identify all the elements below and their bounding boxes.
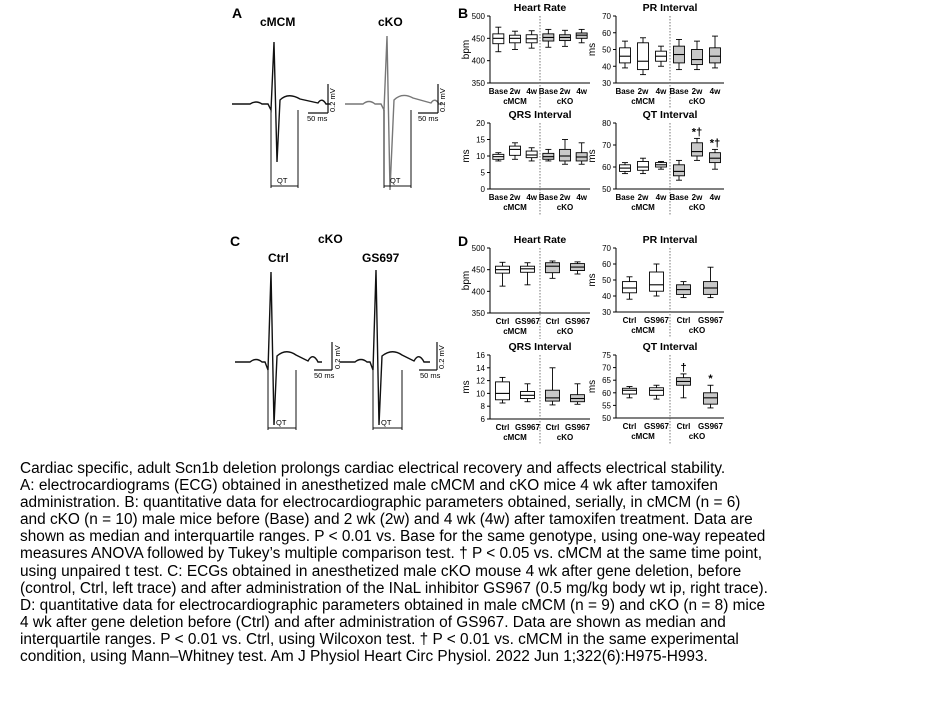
y-tick-label: 15 [476, 135, 485, 145]
x-tick-label: 2w [637, 87, 649, 96]
x-tick-label: 4w [655, 193, 667, 202]
trace-label-gs697: GS697 [362, 251, 400, 265]
x-tick-label: Base [615, 193, 635, 202]
group-label-cmcm: cMCM [503, 203, 527, 212]
x-tick-label: 4w [709, 87, 721, 96]
box-gs967-cmcm [650, 264, 664, 296]
x-tick-label: Base [538, 193, 558, 202]
box-plot-d-qt-interval [587, 341, 724, 444]
box-base-cmcm [620, 41, 631, 68]
box-iqr [692, 143, 703, 156]
box-ctrl-cmcm [623, 387, 637, 398]
y-tick-label: 450 [471, 265, 485, 275]
x-tick-label: 4w [576, 87, 588, 96]
chart-title: PR Interval [642, 2, 698, 14]
x-tick-label: GS967 [565, 317, 590, 326]
caption-line: 4 wk after gene deletion before (Ctrl) and after administration of GS967. Data are shown as median and [20, 613, 726, 631]
x-tick-label: GS967 [515, 423, 540, 432]
caption-line: shown as median and interquartile ranges. P < 0.01 vs. Base for the same genotype, using one-way repeated [20, 528, 766, 546]
ecg-trace-cmcm [232, 42, 330, 162]
x-tick-label: GS967 [515, 317, 540, 326]
box-iqr [526, 151, 537, 158]
box-4w-cmcm [526, 31, 537, 48]
x-tick-label: Base [669, 193, 689, 202]
box-2w-cko [692, 41, 703, 69]
box-gs967-cko [704, 373, 718, 408]
y-tick-label: 50 [602, 276, 611, 285]
x-tick-label: 2w [691, 193, 703, 202]
chart-title: QT Interval [642, 109, 698, 121]
x-tick-label: GS967 [644, 422, 669, 431]
group-label-cmcm: cMCM [631, 203, 655, 212]
time-scale-a-2: 50 ms [418, 114, 439, 123]
y-tick-label: 70 [602, 141, 611, 150]
caption-line: Cardiac specific, adult Scn1b deletion prolongs cardiac electrical recovery and affects electrical stability. [20, 460, 726, 477]
box-iqr [638, 162, 649, 171]
box-2w-cmcm [510, 143, 521, 160]
y-tick-label: 30 [602, 308, 611, 317]
box-plot-b-qt-interval [587, 109, 724, 215]
trace-label-cmcm: cMCM [260, 15, 296, 29]
y-tick-label: 400 [471, 56, 485, 66]
panel-letter-a: A [232, 5, 243, 21]
y-tick-label: 450 [471, 34, 485, 44]
y-tick-label: 350 [471, 79, 485, 88]
voltage-scale-c-2: 0.2 mV [437, 345, 446, 369]
box-gs967-cko [571, 262, 585, 274]
group-label-cmcm: cMCM [503, 327, 527, 336]
x-tick-label: GS967 [565, 423, 590, 432]
scale-bar-c-2 [419, 342, 437, 370]
time-scale-a-1: 50 ms [307, 114, 328, 123]
box-4w-cko [710, 36, 721, 68]
x-tick-label: 2w [691, 87, 703, 96]
y-tick-label: 50 [602, 185, 611, 194]
x-tick-label: 4w [576, 193, 588, 202]
chart-title: QT Interval [642, 341, 698, 353]
x-tick-label: 4w [526, 193, 538, 202]
group-label-cko: cKO [688, 326, 706, 335]
box-gs967-cmcm [521, 384, 535, 402]
group-label-cmcm: cMCM [631, 326, 655, 335]
box-base-cko [543, 29, 554, 47]
group-label-cko: cKO [556, 203, 574, 212]
x-tick-label: Ctrl [622, 422, 637, 431]
x-tick-label: 4w [526, 87, 538, 96]
box-ctrl-cmcm [496, 377, 510, 403]
caption-line: D: quantitative data for electrocardiographic parameters obtained in male cMCM (n = 9) and cKO (n = 8) mice [20, 596, 766, 614]
figure-caption [20, 460, 932, 665]
time-scale-c-1: 50 ms [314, 371, 335, 380]
box-gs967-cmcm [521, 263, 535, 285]
trace-label-cko: cKO [378, 15, 403, 29]
x-tick-label: Base [538, 87, 558, 96]
x-tick-label: Ctrl [622, 316, 637, 325]
box-base-cmcm [620, 163, 631, 174]
x-tick-label: 4w [655, 87, 667, 96]
box-iqr [496, 382, 510, 400]
x-tick-label: 2w [559, 87, 571, 96]
x-tick-label: GS967 [644, 316, 669, 325]
box-iqr [704, 393, 718, 404]
box-iqr [510, 146, 521, 155]
y-tick-label: 70 [602, 244, 611, 253]
group-label-cmcm: cMCM [631, 97, 655, 106]
qt-label-a-cmcm: QT [277, 176, 288, 185]
box-ctrl-cko [546, 368, 560, 405]
box-gs967-cko [704, 267, 718, 297]
y-tick-label: 50 [602, 414, 611, 423]
y-tick-label: 50 [602, 45, 611, 55]
y-axis-label: ms [461, 149, 472, 163]
box-2w-cmcm [510, 31, 521, 49]
box-iqr [638, 43, 649, 70]
chart-title: QRS Interval [508, 341, 572, 353]
scale-bar-a-1 [308, 84, 328, 113]
box-iqr [620, 48, 631, 63]
box-gs967-cmcm [650, 385, 664, 399]
panel-letter-d: D [458, 233, 469, 249]
y-tick-label: 500 [471, 12, 485, 21]
y-tick-label: 60 [602, 260, 611, 269]
x-tick-label: 4w [709, 193, 721, 202]
y-tick-label: 14 [476, 363, 485, 373]
significance-marker: *† [709, 137, 721, 150]
box-base-cko [543, 149, 554, 161]
box-plot-d-pr-interval [587, 234, 724, 338]
group-label-cmcm: cMCM [503, 433, 527, 442]
x-tick-label: 2w [509, 193, 521, 202]
caption-line: condition, using Mann–Whitney test. Am J Physiol Heart Circ Physiol. 2022 Jun 1;322(6):H975-H993. [20, 648, 708, 666]
y-axis-label: ms [587, 42, 598, 57]
y-tick-label: 350 [471, 309, 485, 318]
group-label-cko: cKO [556, 327, 574, 336]
caption-line: A: electrocardiograms (ECG) obtained in anesthetized male cMCM and cKO mice 4 wk after tamoxifen [20, 477, 718, 495]
time-scale-c-2: 50 ms [420, 371, 441, 380]
caption-line: measures ANOVA followed by Tukey’s multiple comparison test. † P < 0.05 vs. cMCM at the same time point, [20, 545, 763, 563]
y-tick-label: 70 [602, 363, 611, 373]
box-ctrl-cko [546, 261, 560, 278]
box-4w-cmcm [656, 162, 667, 170]
voltage-scale-a-1: 0.2 mV [328, 88, 337, 112]
box-ctrl-cko [677, 362, 691, 398]
x-tick-label: Ctrl [545, 423, 560, 432]
box-iqr [623, 388, 637, 394]
qt-label-a-cko: QT [390, 176, 401, 185]
box-4w-cko [710, 137, 721, 169]
x-tick-label: Base [669, 87, 689, 96]
caption-line: (control, Ctrl, left trace) and after administration of the INaL inhibitor GS967 (0.5 mg/kg body wt ip, right trace). [20, 579, 768, 597]
box-plot-d-qrs-interval [461, 341, 591, 445]
group-label-cko: cKO [688, 97, 706, 106]
box-ctrl-cmcm [623, 277, 637, 299]
chart-title: Heart Rate [513, 234, 567, 246]
panel-c [230, 232, 446, 430]
y-tick-label: 400 [471, 287, 485, 297]
significance-marker: * [708, 373, 713, 386]
box-4w-cko [576, 143, 587, 164]
group-label-cmcm: cMCM [631, 432, 655, 441]
y-tick-label: 5 [480, 168, 485, 178]
box-iqr [650, 272, 664, 291]
box-base-cmcm [493, 153, 504, 161]
x-tick-label: GS967 [698, 422, 723, 431]
group-label-cko: cKO [688, 203, 706, 212]
box-4w-cmcm [526, 148, 537, 161]
box-4w-cko [576, 29, 587, 42]
y-tick-label: 40 [602, 62, 611, 72]
box-base-cko [674, 160, 685, 180]
y-tick-label: 40 [602, 292, 611, 301]
x-tick-label: Ctrl [676, 316, 691, 325]
box-2w-cko [560, 140, 571, 165]
panel-a [232, 5, 447, 190]
qt-label-c-ctrl: QT [276, 418, 287, 427]
y-axis-label: ms [587, 379, 598, 394]
box-base-cmcm [493, 27, 504, 52]
y-axis-label: bpm [461, 270, 472, 291]
panel-letter-c: C [230, 233, 241, 249]
box-iqr [692, 50, 703, 65]
box-plot-b-qrs-interval [461, 109, 590, 215]
y-tick-label: 20 [476, 119, 485, 128]
voltage-scale-a-2: 0.2 mV [438, 88, 447, 112]
box-base-cko [674, 39, 685, 69]
scale-bar-a-2 [418, 84, 438, 113]
ecg-trace-gs697 [340, 270, 430, 425]
y-axis-label: ms [587, 149, 598, 163]
box-iqr [546, 390, 560, 401]
box-iqr [650, 388, 664, 396]
y-axis-label: ms [587, 273, 598, 287]
group-label-cko: cKO [556, 97, 574, 106]
box-4w-cmcm [656, 46, 667, 66]
chart-title: QRS Interval [508, 109, 572, 121]
box-ctrl-cmcm [496, 262, 510, 286]
y-tick-label: 60 [602, 163, 611, 172]
caption-line: and cKO (n = 10) male mice before (Base) and 2 wk (2w) and 4 wk (4w) after tamoxifen treatment. Data are [20, 511, 753, 529]
qt-label-c-gs697: QT [381, 418, 392, 427]
group-label-cko: cKO [688, 432, 706, 441]
y-axis-label: bpm [461, 39, 472, 60]
voltage-scale-c-1: 0.2 mV [333, 345, 342, 369]
y-tick-label: 75 [602, 351, 611, 360]
x-tick-label: Base [488, 193, 508, 202]
x-tick-label: 2w [509, 87, 521, 96]
y-tick-label: 65 [602, 376, 611, 386]
x-tick-label: GS967 [698, 316, 723, 325]
x-tick-label: 2w [637, 193, 649, 202]
panel-c-title: cKO [318, 232, 343, 246]
significance-marker: *† [691, 126, 703, 139]
y-tick-label: 70 [602, 12, 611, 21]
x-tick-label: Base [488, 87, 508, 96]
x-tick-label: 2w [559, 193, 571, 202]
x-tick-label: Ctrl [495, 317, 510, 326]
box-2w-cmcm [638, 158, 649, 173]
y-tick-label: 500 [471, 244, 485, 253]
box-iqr [710, 48, 721, 63]
chart-title: PR Interval [642, 234, 698, 246]
y-tick-label: 10 [476, 389, 485, 399]
box-plot-d-heart-rate [461, 234, 591, 339]
caption-line: interquartile ranges. P < 0.01 vs. Ctrl, using Wilcoxon test. † P < 0.01 vs. cMCM in the same experimental [20, 630, 739, 648]
x-tick-label: Base [615, 87, 635, 96]
box-2w-cko [692, 126, 703, 160]
y-tick-label: 80 [602, 119, 611, 128]
y-tick-label: 12 [476, 376, 485, 386]
panel-letter-b: B [458, 5, 469, 21]
y-tick-label: 8 [480, 402, 485, 412]
box-plot-b-pr-interval [587, 2, 724, 109]
y-tick-label: 0 [480, 185, 485, 194]
y-tick-label: 60 [602, 388, 611, 398]
box-iqr [510, 35, 521, 43]
x-tick-label: Ctrl [495, 423, 510, 432]
box-2w-cko [560, 30, 571, 46]
box-iqr [546, 263, 560, 273]
significance-marker: † [680, 361, 687, 374]
box-ctrl-cko [677, 282, 691, 298]
y-tick-label: 60 [602, 28, 611, 38]
box-iqr [623, 282, 637, 293]
box-2w-cmcm [638, 38, 649, 75]
chart-title: Heart Rate [513, 2, 567, 14]
trace-label-ctrl: Ctrl [268, 251, 289, 265]
caption-line: administration. B: quantitative data for electrocardiographic parameters obtained, serially, in cMCM (n = 6) [20, 494, 741, 512]
y-tick-label: 10 [476, 152, 485, 161]
group-label-cko: cKO [556, 433, 574, 442]
box-plot-b-heart-rate [461, 2, 590, 109]
caption-line: using unpaired t test. C: ECGs obtained in anesthetized male cKO mouse 4 wk after gene deletion, before [20, 562, 742, 580]
group-label-cmcm: cMCM [503, 97, 527, 106]
y-axis-label: ms [461, 380, 472, 394]
x-tick-label: Ctrl [676, 422, 691, 431]
x-tick-label: Ctrl [545, 317, 560, 326]
box-iqr [674, 165, 685, 176]
y-tick-label: 6 [480, 415, 485, 424]
y-tick-label: 30 [602, 79, 611, 88]
box-iqr [560, 149, 571, 161]
scale-bar-c-1 [314, 342, 332, 370]
ecg-trace-ctrl [235, 272, 322, 425]
box-gs967-cko [571, 384, 585, 404]
y-tick-label: 55 [602, 401, 611, 411]
y-tick-label: 16 [476, 351, 485, 360]
box-plot-charts [461, 2, 724, 445]
